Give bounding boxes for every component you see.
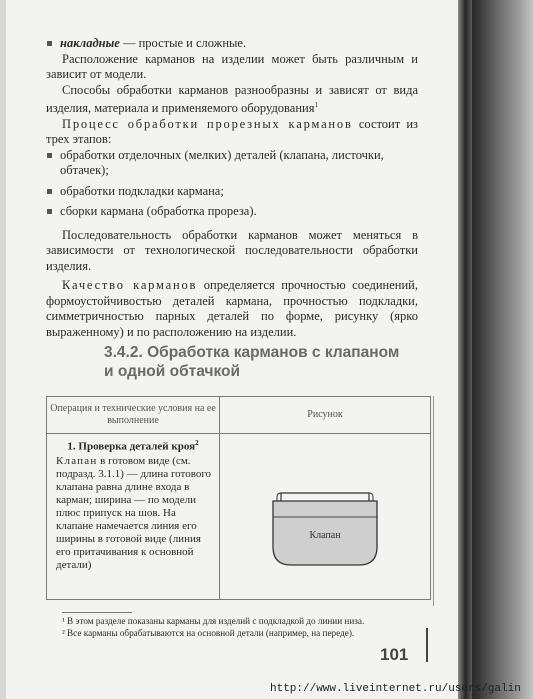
operation-cell [47, 434, 220, 600]
page-margin-line [433, 396, 434, 606]
bullet-rest: — простые и сложные. [119, 36, 247, 50]
section-heading [104, 343, 424, 381]
table-header-operation: Операция и технические условия на ее выполнение [47, 397, 220, 434]
spine-shadow [466, 0, 472, 699]
quality-rest: определяется прочностью соединений, формоустойчивостью деталей кармана, прочностью подкладки, симметричностью парных деталей по форме, рисунку (ярко выраженному) и по расположению на изделии. [46, 278, 418, 339]
footnote-divider [62, 612, 132, 613]
bullet-term: накладные [60, 36, 120, 50]
footnote-2: ² Все карманы обрабатываются на основной детали (например, на переде). [62, 628, 355, 638]
source-watermark: http://www.liveinternet.ru/users/galin [270, 683, 521, 695]
table-header-figure: Рисунок [220, 397, 431, 434]
stage-item: обработки подкладки кармана; [46, 184, 418, 200]
process-spaced: Процесс обработки прорезных карманов [62, 116, 353, 131]
paragraph-location: Расположение карманов на изделии может быть различным и зависит от модели. [46, 51, 418, 81]
figure-cell [220, 434, 431, 600]
flap-illustration [221, 435, 429, 595]
paragraph-sequence: Последовательность обработки карманов может меняться в зависимости от технологической последовательности обработки изделия. [46, 227, 418, 273]
process-rest: состоит из трех этапов: [46, 116, 418, 147]
stage-item: сборки кармана (обработка прореза). [46, 204, 418, 220]
section-heading-line2: и одной обтачкой [104, 363, 241, 380]
step-title-text: 1. Проверка деталей кроя [67, 440, 196, 453]
paragraph-methods [46, 83, 418, 117]
table-header-row [47, 397, 431, 434]
step-title [48, 439, 218, 453]
bullet-overlay [46, 36, 418, 52]
table-row [47, 434, 431, 600]
footnote-ref-2: 2 [195, 439, 199, 447]
paragraph-process [46, 117, 418, 148]
operations-table [46, 396, 431, 600]
flap-label: Клапан [309, 530, 341, 541]
page-number: 101 [380, 645, 409, 664]
step-body: в готовом виде (см. подразд. 3.1.1) — длина готового клапана равна длине входа в карман; ширина — по модели плюс припуск на шов. На клапане намечается линия его ширины в готовой виде (линия его притачивания к основной детали) [56, 454, 212, 571]
step-term: Клапан [56, 454, 98, 467]
footnote-1: ¹ В этом разделе показаны карманы для изделий с подкладкой до линии низа. [62, 616, 365, 626]
step-description [48, 453, 218, 578]
stage-item: обработки отделочных (мелких) деталей (клапана, листочки, обтачек); [46, 148, 418, 179]
paragraph-quality [46, 278, 418, 340]
footnote-ref-1: 1 [314, 101, 318, 109]
section-heading-line1: 3.4.2. Обработка карманов с клапаном [104, 344, 400, 361]
page-number-bar [426, 628, 428, 662]
paragraph-methods-text: Способы обработки карманов разнообразны и зависят от вида изделия, материала и применяемого оборудования [46, 82, 418, 116]
intro-text [46, 36, 418, 340]
quality-spaced: Качество карманов [62, 278, 198, 293]
